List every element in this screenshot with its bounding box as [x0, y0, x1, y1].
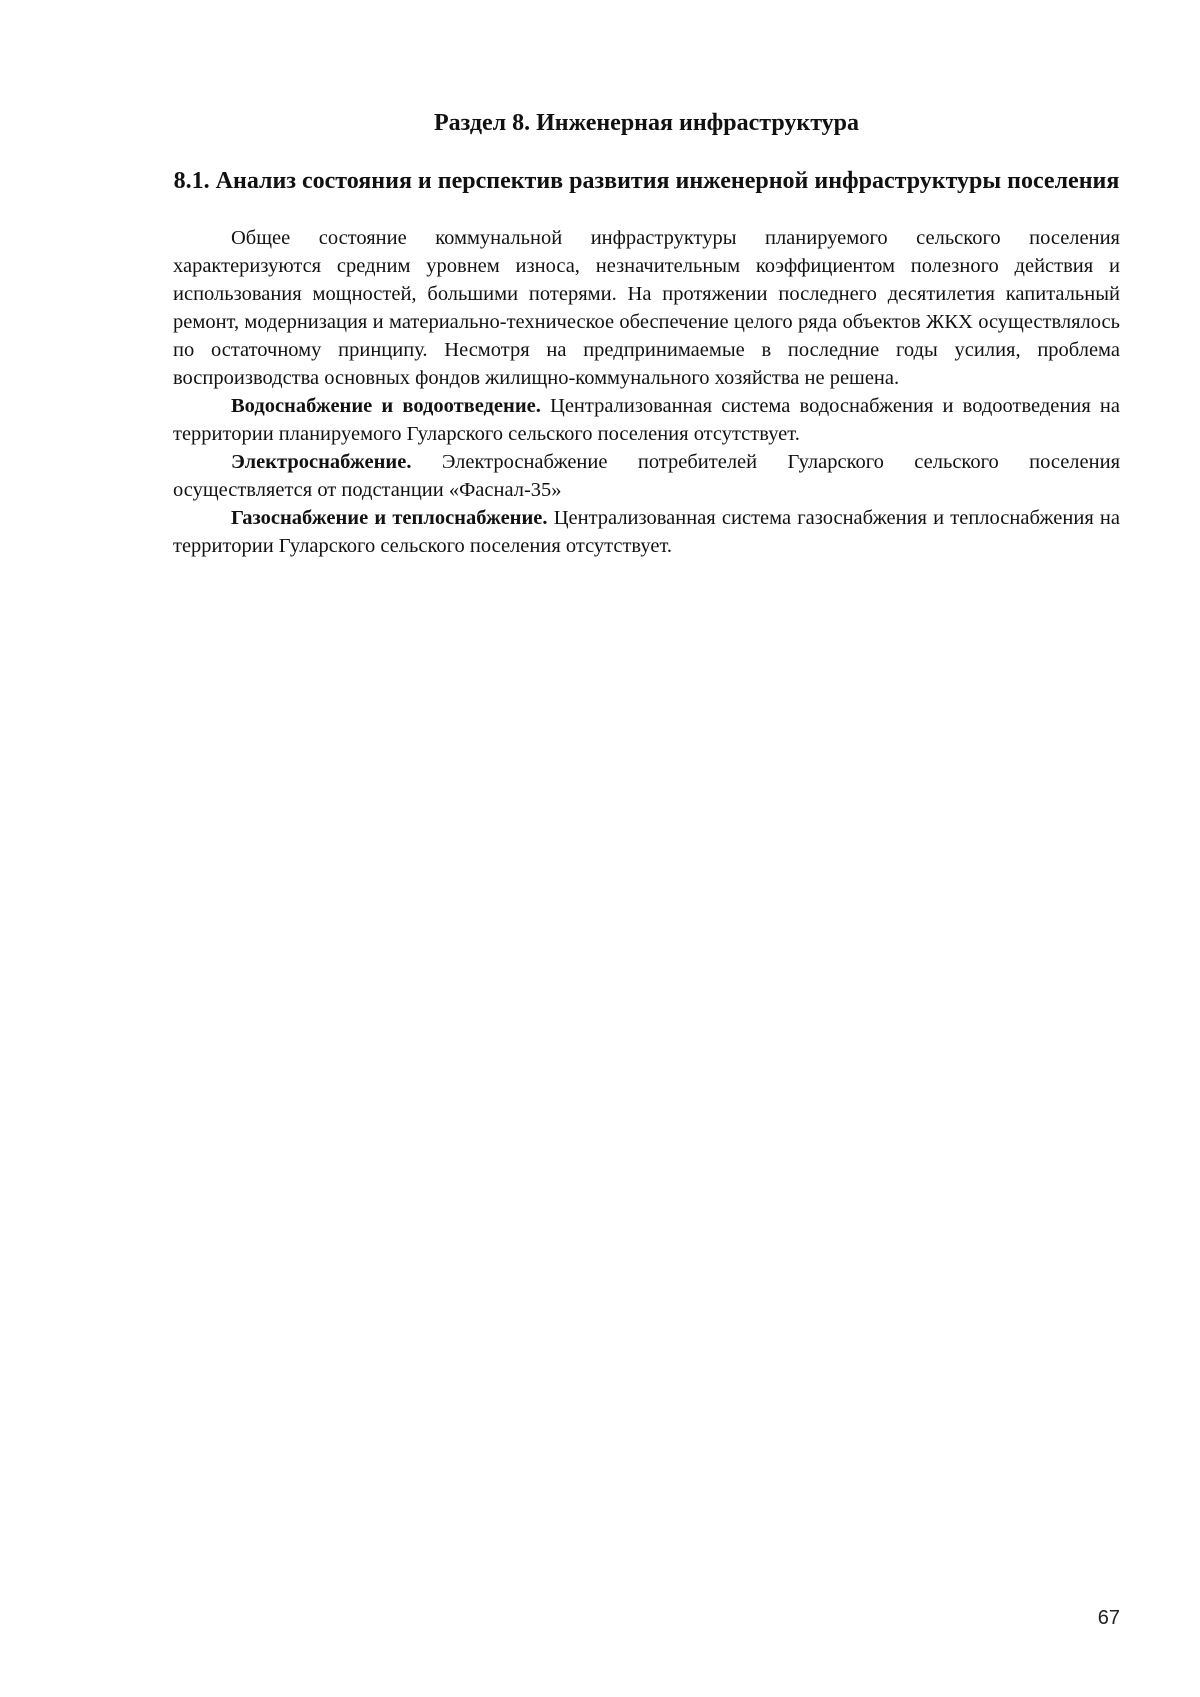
paragraph-general-state — [173, 224, 1120, 392]
paragraph-text: Централизованная система газоснабжения и теплоснабжения на территории Гуларского сельского поселения отсутствует. — [173, 507, 1120, 557]
paragraph-water-supply — [173, 392, 1120, 448]
paragraph-lead-electricity: Электроснабжение. — [231, 451, 412, 473]
paragraph-gas-heat — [173, 504, 1120, 560]
page-content — [173, 108, 1120, 560]
paragraph-text: Централизованная система водоснабжения и водоотведения на территории планируемого Гуларского сельского поселения отсутствует. — [173, 395, 1120, 445]
paragraph-lead-gas-heat: Газоснабжение и теплоснабжение. — [231, 507, 548, 529]
paragraph-lead-water-supply: Водоснабжение и водоотведение. — [231, 395, 541, 417]
body-text — [173, 224, 1120, 560]
subsection-title: 8.1. Анализ состояния и перспектив развития инженерной инфраструктуры поселения — [173, 168, 1120, 194]
page-number: 67 — [1097, 1607, 1120, 1629]
paragraph-electricity — [173, 448, 1120, 504]
section-title: Раздел 8. Инженерная инфраструктура — [433, 110, 860, 136]
paragraph-text: Общее состояние коммунальной инфраструктуры планируемого сельского поселения характеризуются средним уровнем износа, незначительным коэффициентом полезного действия и использования мощностей, большими потерями. На протяжении последнего десятилетия капитальный ремонт, модернизация и материально-техническое обеспечение целого ряда объектов ЖКХ осуществлялось по остаточному принципу. Несмотря на предпринимаемые в последние годы усилия, проблема воспроизводства основных фондов жилищно-коммунального хозяйства не решена. — [173, 227, 1120, 389]
paragraph-text: Электроснабжение потребителей Гуларского сельского поселения осуществляется от подстанции «Фаснал-35» — [173, 451, 1120, 501]
